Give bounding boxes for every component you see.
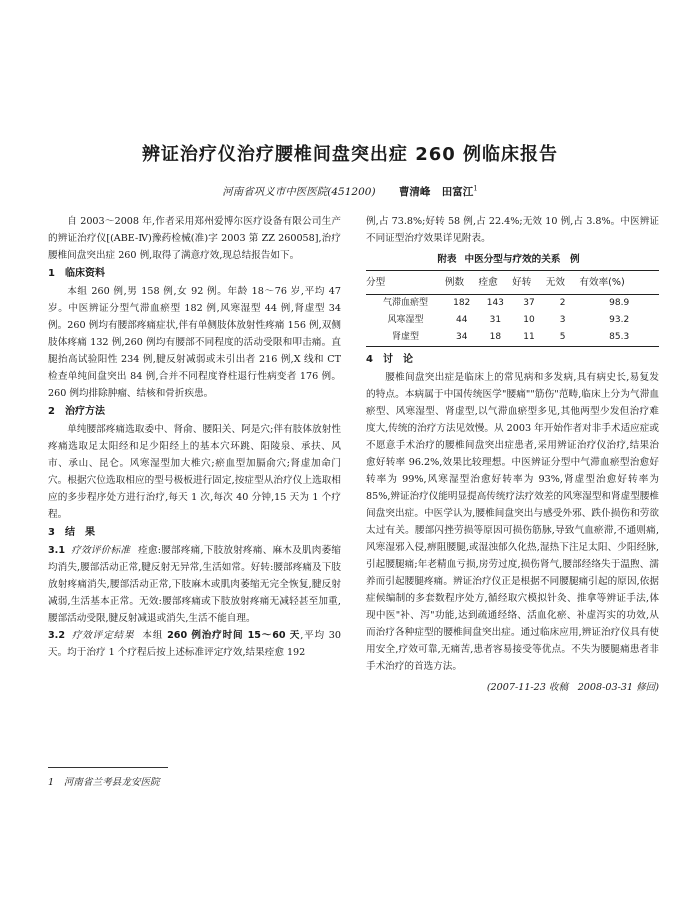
author-name: 田富江 bbox=[441, 186, 474, 198]
table-row bbox=[366, 295, 659, 313]
discussion-paragraph: 腰椎间盘突出症是临床上的常见病和多发病,具有病史长,易复发的特点。本病属于中国传统医学"腰痛""筋伤"范畴,临床上分为气滞血瘀型、风寒湿型、肾虚型,以气滞血瘀型多见,其他两型少发但治疗难度大,传统的治疗方法见效慢。从 2003 年开始作者对非手术适应症或不愿意手术治疗的腰椎间盘突出症患者,采用辨证治疗仪治疗,结果治愈好转率 96.2%,效果比较理想。中医辨证分型中气滞血瘀型治愈好转率为 99%,风寒湿型治愈好转率为 93%,肾虚型治愈好转率为 85%,辨证治疗仪能明显提高传统疗法疗效差的风寒湿型和肾虚型腰椎间盘突出症。中医学认为,腰椎间盘突出与感受外邪、跌仆损伤和劳欲太过有关。腰部闪挫劳损等原因可损伤筋脉,导致气血瘀滞,不通则痛,风寒湿邪入侵,痹阻腰腿,或湿浊郁久化热,湿热下注足太阳、少阳经脉,引起腰腿痛;年老精血亏损,房劳过度,损伤肾气,腰部经络失于温煦、濡养而引起腰腿疼痛。辨证治疗仪正是根据不同腰腿痛引起的原因,依据症候编制的多套数程序处方,循经取穴模拟针灸、推拿等辨证手法,体现中医"补、泻"功能,达到疏通经络、活血化瘀、补虚泻实的功效,从而治疗各种症型的腰椎间盘突出症。通过临床应用,辨证治疗仪具有使用安全,疗效可靠,无痛苦,患者容易接受等优点。不失为腰腿痛患者非手术治疗的首选方法。 bbox=[366, 372, 659, 672]
subsection-paragraph bbox=[48, 542, 341, 627]
subsection-title: 疗效评定结果 bbox=[71, 630, 135, 641]
right-column bbox=[366, 213, 659, 696]
table-cell: 风寒湿型 bbox=[387, 315, 424, 325]
affiliation: 河南省巩义市中医医院(451200) bbox=[222, 186, 376, 198]
results-table bbox=[366, 270, 659, 347]
table-cell: 37 bbox=[523, 298, 535, 308]
received-revised-dates: (2007-11-23 收稿 2008-03-31 修回) bbox=[486, 682, 659, 693]
section-heading: 1 临床资料 bbox=[48, 268, 105, 279]
table-title: 中医分型与疗效的关系 例 bbox=[464, 254, 580, 265]
table-cell: 98.9 bbox=[609, 298, 630, 308]
author-name: 曹清峰 bbox=[398, 186, 431, 198]
section-heading: 4 讨 论 bbox=[366, 354, 413, 365]
table-header-row bbox=[366, 271, 659, 295]
author-footnote-mark: 1 bbox=[473, 184, 478, 193]
table-row bbox=[366, 329, 659, 347]
table-cell: 18 bbox=[479, 329, 513, 347]
table-cell: 肾虚型 bbox=[366, 329, 445, 347]
body-paragraph: 例,占 73.8%;好转 58 例,占 22.4%;无效 10 例,占 3.8%。中医辨证不同证型治疗效果详见附表。 bbox=[366, 216, 659, 244]
table-header: 有效率(%) bbox=[579, 271, 659, 295]
subsection-title: 疗效评价标准 bbox=[71, 545, 131, 556]
table-header: 痊愈 bbox=[479, 271, 513, 295]
section-heading: 3 结 果 bbox=[48, 527, 95, 538]
paper-title: 辨证治疗仪治疗腰椎间盘突出症 260 例临床报告 bbox=[141, 144, 559, 165]
table-header: 分型 bbox=[366, 271, 445, 295]
table-header: 好转 bbox=[512, 271, 546, 295]
table-cell: 143 bbox=[486, 298, 504, 308]
table-cell: 182 bbox=[453, 298, 471, 308]
table-label: 附表 bbox=[437, 254, 457, 265]
body-paragraph: 本组 260 例,男 158 例,女 92 例。年龄 18～76 岁,平均 47 岁。中医辨证分型气滞血瘀型 182 例,风寒湿型 44 例,肾虚型 34 例。260 例均有腰部疼痛症状,伴有单侧肢体放射性疼痛 156 例,双侧肢体疼痛 132 例,260 例均有腰部不同程度的活动受限和叩击痛。直腿抬高试验阳性 234 例,腱反射减弱或未引出者 216 例,X 线和 CT 检查单纯间盘突出 84 例,合并不同程度脊柱退行性病变者 176 例。260 例均排除肿瘤、结核和骨折疾患。 bbox=[48, 286, 341, 399]
table-cell: 34 bbox=[445, 329, 479, 347]
subsection-text: 痊愈:腰部疼痛,下肢放射疼痛、麻木及肌肉萎缩均消失,腰部活动正常,腱反射无异常,生活如常。好转:腰部疼痛及下肢放射疼痛消失,腰部活动正常,下肢麻木或肌肉萎缩无完全恢复,腱反射减弱,生活基本正常。无效:腰部疼痛或下肢放射疼痛无减轻甚至加重,腰部活动受限,腱反射减退或消失,生活不能自理。 bbox=[48, 545, 342, 624]
table-cell: 气滞血瘀型 bbox=[382, 298, 428, 308]
author-line bbox=[0, 184, 700, 199]
subsection-paragraph bbox=[48, 627, 341, 661]
table-cell: 3 bbox=[559, 315, 566, 325]
table-header: 无效 bbox=[546, 271, 580, 295]
section-heading: 2 治疗方法 bbox=[48, 406, 105, 417]
footnote-rule bbox=[48, 767, 168, 768]
table-row bbox=[366, 312, 659, 329]
table-cell: 93.2 bbox=[609, 315, 630, 325]
table-cell: 85.3 bbox=[579, 329, 659, 347]
table-cell: 11 bbox=[512, 329, 546, 347]
subsection-text: 本组 bbox=[142, 630, 168, 641]
subsection-number: 3.2 bbox=[48, 630, 65, 641]
intro-paragraph: 自 2003～2008 年,作者采用郑州爱博尔医疗设备有限公司生产的辨证治疗仪[(ABE-Ⅳ)豫药检械(准)字 2003 第 ZZ 260058],治疗腰椎间盘突出症 260 例,取得了满意疗效,现总结报告如下。 bbox=[48, 216, 341, 261]
table-header: 例数 bbox=[445, 271, 479, 295]
body-paragraph: 单纯腰部疼痛选取委中、肾俞、腰阳关、阿是穴;伴有肢体放射性疼痛选取足太阳经和足少阳经上的基本穴环跳、阳陵泉、承扶、风市、承山、昆仑。风寒湿型加大椎穴;瘀血型加膈俞穴;肾虚加命门穴。根据穴位选取相应的型号极板进行固定,按症型从治疗仪上选取相应的多步程序处方进行治疗,每天 1 次,每次 40 分钟,15 天为 1 个疗程。 bbox=[48, 424, 341, 520]
footnote: 1 河南省兰考县龙安医院 bbox=[48, 777, 160, 788]
table-cell: 2 bbox=[559, 298, 566, 308]
table-cell: 5 bbox=[546, 329, 580, 347]
subsection-number: 3.1 bbox=[48, 545, 65, 556]
table-cell: 44 bbox=[455, 315, 468, 325]
table-caption bbox=[366, 251, 659, 268]
table-cell: 10 bbox=[523, 315, 535, 325]
subsection-text: ,平均 30 天。均于治疗 1 个疗程后按上述标准评定疗效,结果痊愈 192 bbox=[48, 630, 342, 658]
subsection-bold-text: 260 例治疗时间 15～60 天 bbox=[167, 630, 301, 641]
table-cell: 31 bbox=[489, 315, 502, 325]
left-column bbox=[48, 213, 341, 661]
